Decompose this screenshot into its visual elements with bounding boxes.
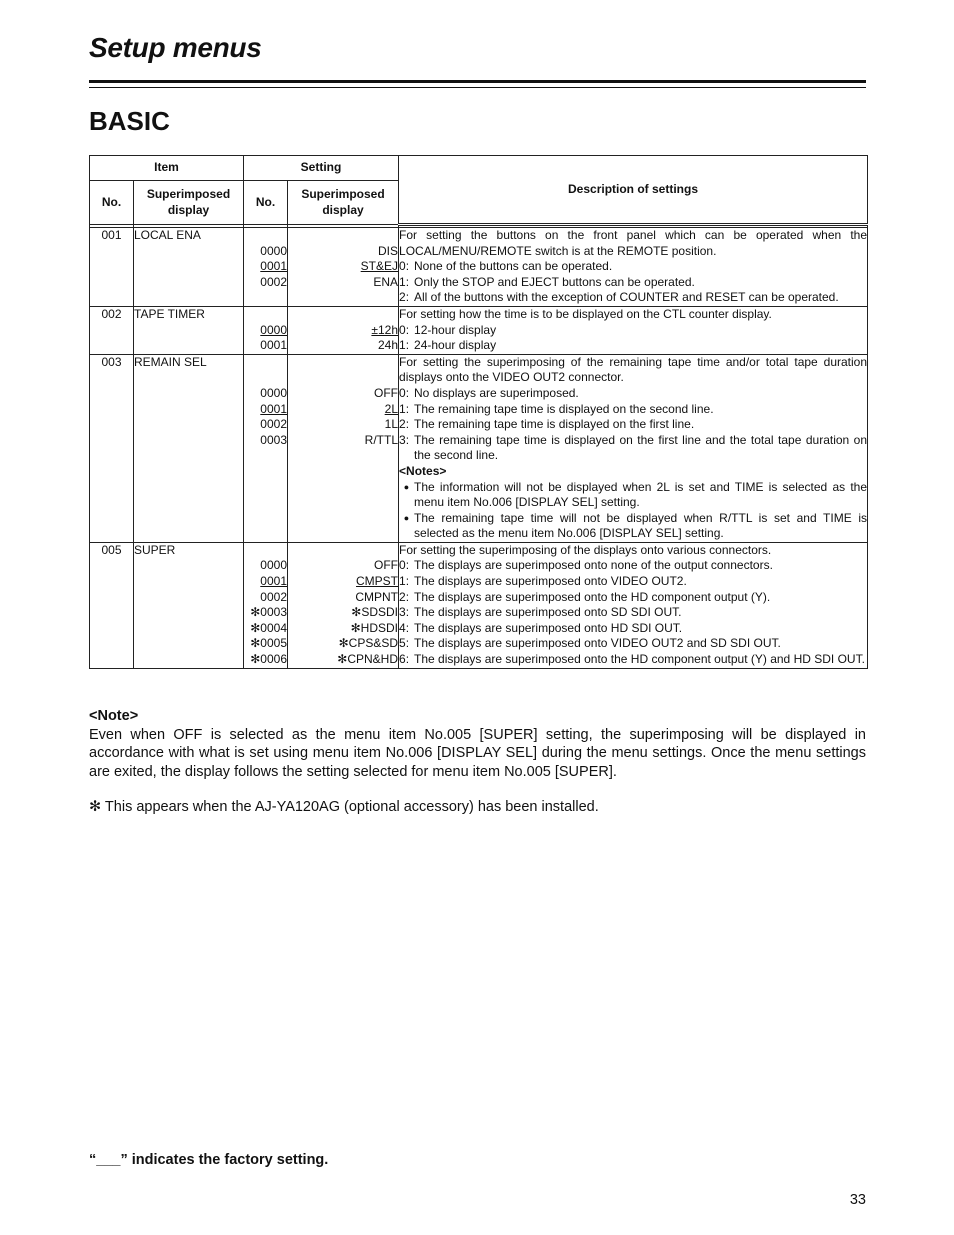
- option-line: [399, 574, 867, 590]
- option-text: 12-hour display: [414, 322, 497, 337]
- option-line: [399, 386, 867, 402]
- factory-setting-display: ±12h: [371, 322, 399, 337]
- header-rule-thick: [89, 80, 866, 83]
- setting-display: ENA: [373, 274, 399, 289]
- option-key: 0:: [399, 322, 410, 337]
- page-title: Setup menus: [89, 32, 262, 63]
- setting-display: ✻SDSDI: [351, 605, 399, 620]
- setting-no: [244, 574, 287, 590]
- option-line: [399, 338, 867, 354]
- notes-label: <Notes>: [399, 463, 447, 478]
- option-text: The remaining tape time is displayed on the first line and the total tape duration on the second line.: [414, 432, 868, 463]
- spacer: [288, 307, 398, 323]
- spacer: [288, 228, 398, 244]
- settings-table: [89, 155, 868, 669]
- description-cell: [399, 542, 868, 668]
- setting-display: OFF: [374, 558, 399, 573]
- setting-display: [288, 323, 398, 339]
- item-no: 001: [90, 228, 134, 307]
- note-block: [89, 707, 866, 781]
- option-text: The displays are superimposed onto HD SDI OUT.: [414, 620, 683, 635]
- setting-display: ✻HDSDI: [350, 620, 399, 635]
- setting-no: [244, 323, 287, 339]
- factory-setting-display: 2L: [384, 401, 399, 416]
- table-row: [90, 228, 868, 307]
- setting-display: R/TTL: [364, 432, 399, 447]
- setting-no: ✻0006: [250, 652, 287, 667]
- setting-no: ✻0004: [250, 620, 287, 635]
- spacer: [244, 543, 287, 559]
- setting-display: 24h: [377, 338, 399, 353]
- setting-display-cell: [288, 228, 399, 307]
- setting-no: 0000: [260, 243, 287, 258]
- spacer: [244, 307, 287, 323]
- header-setting: Setting: [244, 156, 399, 181]
- spacer: [288, 355, 398, 371]
- option-text: 24-hour display: [414, 338, 497, 353]
- setting-display: [288, 402, 398, 418]
- table-row: [90, 354, 868, 542]
- option-line: [399, 290, 867, 306]
- setting-no: 0000: [260, 558, 287, 573]
- description-cell: [399, 354, 868, 542]
- setting-no: 0003: [260, 432, 287, 447]
- bullet-icon: ●: [403, 512, 410, 523]
- factory-setting-no: 0001: [260, 574, 287, 589]
- spacer: [288, 543, 398, 559]
- header-rule-thin: [89, 87, 866, 88]
- factory-setting-no: 0000: [260, 322, 287, 337]
- option-text: The remaining tape time is displayed on the first line.: [414, 417, 695, 432]
- factory-setting-no: 0001: [260, 401, 287, 416]
- setting-no: 0000: [260, 385, 287, 400]
- item-no: 005: [90, 542, 134, 668]
- item-no: 003: [90, 354, 134, 542]
- option-text: No displays are superimposed.: [414, 385, 579, 400]
- option-line: [399, 323, 867, 339]
- section-title: BASIC: [89, 106, 170, 136]
- description-text: For setting the buttons on the front panel which can be operated when the LOCAL/MENU/REMOTE switch is at the REMOTE position.: [399, 228, 868, 258]
- table-row: [90, 542, 868, 668]
- page-number: 33: [849, 1192, 866, 1208]
- table-row: [90, 306, 868, 354]
- option-key: 0:: [399, 385, 410, 400]
- description-text: For setting the superimposing of the displays onto various connectors.: [399, 542, 772, 557]
- option-text: The displays are superimposed onto none of the output connectors.: [414, 558, 773, 573]
- setting-display: 1L: [384, 417, 399, 432]
- setting-no: ✻0003: [250, 605, 287, 620]
- setting-no: [244, 402, 287, 418]
- factory-setting-note: “___” indicates the factory setting.: [89, 1152, 329, 1168]
- header-description: Description of settings: [399, 156, 868, 225]
- option-key: 4:: [399, 620, 410, 635]
- setting-display-cell: [288, 354, 399, 542]
- option-line: [399, 259, 867, 275]
- option-text: The displays are superimposed onto the HD component output (Y) and HD SDI OUT.: [414, 652, 865, 667]
- setting-no-cell: [244, 306, 288, 354]
- note-text: Even when OFF is selected as the menu item No.005 [SUPER] setting, the superimposing will be displayed in accordance with what is set using menu item No.006 [DISPLAY SEL] during the menu settings. Once the menu settings are exited, the display follows the setting selected for menu item No.005 [SUPER].: [89, 726, 866, 780]
- setting-no: ✻0005: [250, 636, 287, 651]
- option-line: [399, 590, 867, 606]
- option-key: 1:: [399, 274, 410, 289]
- option-line: [399, 433, 867, 464]
- footnote-text: This appears when the AJ-YA120AG (optional accessory) has been installed.: [101, 799, 599, 815]
- header-item: Item: [90, 156, 244, 181]
- note-bullet: [399, 511, 867, 542]
- spacer: [244, 355, 287, 371]
- option-key: 1:: [399, 574, 410, 589]
- factory-setting-display: CMPST: [356, 574, 399, 589]
- option-text: The displays are superimposed onto VIDEO OUT2 and SD SDI OUT.: [414, 636, 781, 651]
- option-line: [399, 605, 867, 621]
- note-bullet: [399, 480, 867, 511]
- header-setting-no: No.: [244, 181, 288, 225]
- table-body: [90, 228, 868, 669]
- description-text: For setting the superimposing of the remaining tape time and/or total tape duration displays onto the VIDEO OUT2 connector.: [399, 354, 868, 385]
- option-key: 1:: [399, 338, 410, 353]
- setting-no-cell: [244, 228, 288, 307]
- option-key: 2:: [399, 290, 410, 305]
- option-key: 6:: [399, 652, 410, 667]
- option-text: All of the buttons with the exception of COUNTER and RESET can be operated.: [414, 290, 839, 305]
- description-cell: [399, 306, 868, 354]
- item-name: SUPER: [134, 542, 244, 668]
- option-line: [399, 652, 867, 668]
- option-line: [399, 402, 867, 418]
- asterisk-icon: ✻: [89, 799, 102, 815]
- setting-display-cell: [288, 542, 399, 668]
- item-name: TAPE TIMER: [134, 306, 244, 354]
- option-key: 0:: [399, 558, 410, 573]
- bullet-text: The information will not be displayed when 2L is set and TIME is selected as the menu item No.006 [DISPLAY SEL] setting.: [414, 479, 868, 510]
- spacer: [244, 228, 287, 244]
- option-text: None of the buttons can be operated.: [414, 259, 613, 274]
- setting-no: 0002: [260, 589, 287, 604]
- setting-display: CMPNT: [355, 589, 399, 604]
- setting-no-cell: [244, 354, 288, 542]
- option-text: The displays are superimposed onto SD SDI OUT.: [414, 605, 682, 620]
- bullet-icon: ●: [403, 481, 410, 492]
- header-setting-superimposed: Superimposed display: [288, 181, 399, 225]
- option-key: 1:: [399, 401, 410, 416]
- option-text: The remaining tape time is displayed on the second line.: [414, 401, 714, 416]
- setting-display: ✻CPS&SD: [338, 636, 399, 651]
- option-text: The displays are superimposed onto VIDEO OUT2.: [414, 574, 687, 589]
- option-key: 3:: [399, 605, 410, 620]
- header-item-no: No.: [90, 181, 134, 225]
- setting-display: [288, 259, 398, 275]
- footnote: [89, 798, 866, 817]
- option-key: 2:: [399, 589, 410, 604]
- setting-display-cell: [288, 306, 399, 354]
- setting-no: 0002: [260, 274, 287, 289]
- spacer: [244, 370, 287, 386]
- setting-no: 0002: [260, 417, 287, 432]
- setting-display: DIS: [378, 243, 399, 258]
- option-key: 2:: [399, 417, 410, 432]
- option-text: Only the STOP and EJECT buttons can be operated.: [414, 274, 695, 289]
- header-item-superimposed: Superimposed display: [134, 181, 244, 225]
- description-cell: [399, 228, 868, 307]
- option-line: [399, 621, 867, 637]
- setting-display: OFF: [374, 385, 399, 400]
- setting-display: ✻CPN&HD: [337, 652, 399, 667]
- item-name: LOCAL ENA: [134, 228, 244, 307]
- note-label: <Note>: [89, 708, 139, 724]
- option-line: [399, 417, 867, 433]
- setting-no-cell: [244, 542, 288, 668]
- option-text: The displays are superimposed onto the HD component output (Y).: [414, 589, 771, 604]
- option-line: [399, 636, 867, 652]
- option-line: [399, 275, 867, 291]
- option-line: [399, 558, 867, 574]
- setting-no: 0001: [260, 338, 287, 353]
- factory-setting-no: 0001: [260, 259, 287, 274]
- spacer: [288, 370, 398, 386]
- factory-setting-display: ST&EJ: [360, 259, 399, 274]
- item-name: REMAIN SEL: [134, 354, 244, 542]
- option-key: 0:: [399, 259, 410, 274]
- description-text: For setting how the time is to be displayed on the CTL counter display.: [399, 306, 772, 321]
- item-no: 002: [90, 306, 134, 354]
- bullet-text: The remaining tape time will not be displayed when R/TTL is set and TIME is selected as the menu item No.006 [DISPLAY SEL] setting.: [414, 510, 868, 541]
- setting-display: [288, 574, 398, 590]
- option-key: 5:: [399, 636, 410, 651]
- setting-no: [244, 259, 287, 275]
- option-key: 3:: [399, 432, 410, 447]
